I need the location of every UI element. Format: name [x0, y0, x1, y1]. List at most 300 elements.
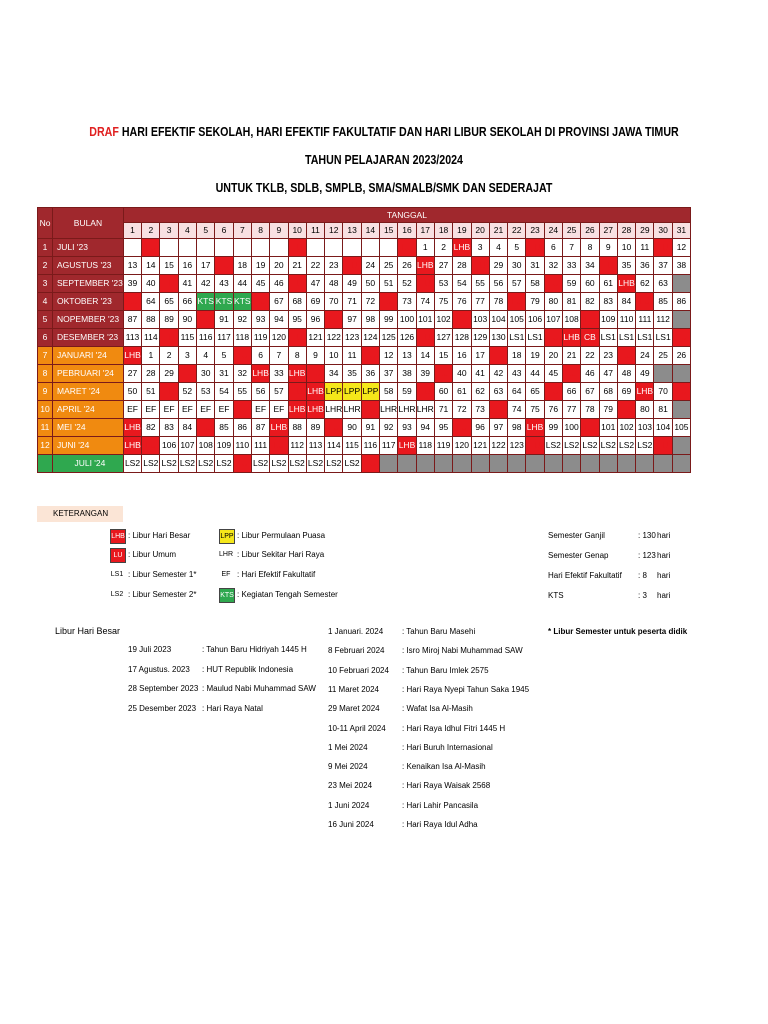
holiday-name: : Hari Buruh Internasional	[402, 742, 493, 752]
day-header: 14	[361, 223, 379, 239]
table-row	[38, 257, 691, 275]
day-header: 16	[398, 223, 416, 239]
day-cell: LHB	[123, 347, 141, 365]
day-cell	[251, 239, 269, 257]
day-cell: 87	[123, 311, 141, 329]
day-cell: EF	[178, 401, 196, 419]
day-cell: 124	[361, 329, 379, 347]
day-cell: LU	[526, 437, 544, 455]
day-cell: LU	[544, 275, 562, 293]
day-cell: 6	[544, 239, 562, 257]
day-cell: 62	[636, 275, 654, 293]
day-cell: 129	[471, 329, 489, 347]
month-cell: JULI '24	[53, 455, 124, 473]
day-cell: 27	[123, 365, 141, 383]
day-cell: LHR	[343, 401, 361, 419]
day-cell: 40	[453, 365, 471, 383]
day-header: 30	[654, 223, 672, 239]
day-header: 15	[380, 223, 398, 239]
day-cell: 16	[178, 257, 196, 275]
day-cell: 101	[599, 419, 617, 437]
day-cell: 14	[142, 257, 160, 275]
day-cell: 87	[251, 419, 269, 437]
day-cell	[306, 239, 324, 257]
holiday-name: : Kenaikan Isa Al-Masih	[402, 762, 486, 772]
day-cell: 101	[416, 311, 434, 329]
row-number: 7	[38, 347, 53, 365]
day-cell: 31	[215, 365, 233, 383]
day-cell: 107	[544, 311, 562, 329]
day-cell: 75	[526, 401, 544, 419]
summary-value: : 123	[638, 551, 656, 560]
table-row	[38, 347, 691, 365]
holiday-name: : Hari Raya Natal	[202, 703, 263, 713]
day-cell: LU	[581, 419, 599, 437]
day-cell: LU	[361, 347, 379, 365]
summary-unit: hari	[657, 571, 671, 580]
day-cell: 88	[288, 419, 306, 437]
day-header: 18	[434, 223, 452, 239]
day-cell: 79	[599, 401, 617, 419]
day-cell: LU	[581, 311, 599, 329]
legend-swatch: LHR	[219, 551, 234, 558]
day-cell: LU	[526, 239, 544, 257]
day-cell: 33	[563, 257, 581, 275]
day-cell: EF	[215, 401, 233, 419]
table-row	[38, 275, 691, 293]
day-cell: EF	[142, 401, 160, 419]
day-cell: 120	[270, 329, 288, 347]
day-cell: 111	[251, 437, 269, 455]
day-cell: LS1	[526, 329, 544, 347]
day-cell: LS2	[251, 455, 269, 473]
day-cell: 91	[361, 419, 379, 437]
table-row	[38, 419, 691, 437]
day-cell: 98	[508, 419, 526, 437]
day-header: 19	[453, 223, 471, 239]
day-cell: 83	[160, 419, 178, 437]
day-cell: LS2	[343, 455, 361, 473]
calendar-table	[37, 207, 691, 473]
summary-value: : 3	[638, 591, 647, 600]
day-cell: LS2	[636, 437, 654, 455]
day-cell	[672, 401, 690, 419]
day-cell: 48	[325, 275, 343, 293]
day-cell: 123	[343, 329, 361, 347]
month-cell: PEBRUARI '24	[53, 365, 124, 383]
day-cell: LU	[288, 383, 306, 401]
day-cell: LPP	[343, 383, 361, 401]
day-cell: 90	[343, 419, 361, 437]
day-cell: 122	[325, 329, 343, 347]
day-cell: 96	[471, 419, 489, 437]
day-cell: 72	[453, 401, 471, 419]
day-cell: LU	[197, 419, 215, 437]
day-cell: 71	[434, 401, 452, 419]
day-cell: 114	[325, 437, 343, 455]
day-cell: 16	[453, 347, 471, 365]
day-cell: 102	[434, 311, 452, 329]
day-cell: 57	[508, 275, 526, 293]
day-cell: LHB	[251, 365, 269, 383]
legend-label: : Libur Semester 1*	[128, 570, 197, 579]
legend-swatch: LU	[110, 548, 126, 563]
day-cell: CB	[581, 329, 599, 347]
month-cell: APRIL '24	[53, 401, 124, 419]
day-cell: 13	[123, 257, 141, 275]
day-cell: 95	[434, 419, 452, 437]
day-cell: 65	[160, 293, 178, 311]
day-cell: 96	[306, 311, 324, 329]
day-cell: LS2	[325, 455, 343, 473]
holiday-name: : HUT Republik Indonesia	[202, 664, 294, 674]
day-cell: 85	[654, 293, 672, 311]
summary-unit: hari	[657, 551, 671, 560]
day-cell	[599, 455, 617, 473]
day-header: 11	[306, 223, 324, 239]
day-cell: 73	[398, 293, 416, 311]
month-cell: NOPEMBER '23	[53, 311, 124, 329]
day-cell: LU	[233, 401, 251, 419]
holiday-date: 16 Juni 2024	[328, 820, 374, 829]
day-cell: LPP	[325, 383, 343, 401]
legend-swatch: KTS	[219, 588, 235, 603]
day-cell: 50	[361, 275, 379, 293]
day-cell: 29	[489, 257, 507, 275]
day-cell: 126	[398, 329, 416, 347]
day-cell: 14	[416, 347, 434, 365]
day-cell	[563, 455, 581, 473]
day-cell: 59	[398, 383, 416, 401]
day-cell: 26	[398, 257, 416, 275]
day-cell: 15	[434, 347, 452, 365]
table-row	[38, 293, 691, 311]
day-cell: 23	[599, 347, 617, 365]
day-cell	[160, 239, 178, 257]
day-cell	[508, 455, 526, 473]
day-cell: 56	[489, 275, 507, 293]
holiday-name: : Hari Raya Nyepi Tahun Saka 1945	[402, 684, 530, 694]
day-cell: 31	[526, 257, 544, 275]
summary-label: Semester Ganjil	[548, 531, 605, 540]
day-cell: 125	[380, 329, 398, 347]
day-cell: LU	[361, 401, 379, 419]
day-cell	[453, 455, 471, 473]
day-cell: 109	[599, 311, 617, 329]
day-cell: 47	[306, 275, 324, 293]
day-cell: 25	[654, 347, 672, 365]
day-cell: 24	[636, 347, 654, 365]
day-cell: LS1	[617, 329, 635, 347]
day-cell: LU	[215, 257, 233, 275]
day-cell: LHB	[453, 239, 471, 257]
day-cell: LS2	[599, 437, 617, 455]
row-number: 6	[38, 329, 53, 347]
day-cell: 61	[453, 383, 471, 401]
holiday-date: 11 Maret 2024	[328, 684, 379, 694]
day-cell: 45	[251, 275, 269, 293]
day-cell: 49	[636, 365, 654, 383]
holiday-name: : Tahun Baru Masehi	[402, 627, 476, 636]
day-cell: 58	[526, 275, 544, 293]
day-cell: 86	[672, 293, 690, 311]
holiday-name: : Tahun Baru Imlek 2575	[402, 665, 489, 675]
row-number: 10	[38, 401, 53, 419]
day-cell: LS1	[654, 329, 672, 347]
day-cell: LU	[288, 239, 306, 257]
day-cell	[380, 455, 398, 473]
day-cell: 47	[599, 365, 617, 383]
day-cell: LHB	[416, 257, 434, 275]
day-cell: 97	[343, 311, 361, 329]
day-header: 26	[581, 223, 599, 239]
legend-label: : Libur Umum	[128, 550, 177, 559]
day-cell: LU	[471, 257, 489, 275]
day-header: 17	[416, 223, 434, 239]
day-cell: 116	[361, 437, 379, 455]
row-number: 9	[38, 383, 53, 401]
day-cell: 99	[380, 311, 398, 329]
day-cell: 121	[471, 437, 489, 455]
day-cell: 114	[142, 329, 160, 347]
day-cell: LS2	[288, 455, 306, 473]
day-cell	[380, 239, 398, 257]
day-cell: 28	[142, 365, 160, 383]
day-cell: LU	[380, 293, 398, 311]
day-cell: 7	[563, 239, 581, 257]
table-row	[38, 401, 691, 419]
day-cell: LU	[654, 437, 672, 455]
day-cell	[325, 239, 343, 257]
day-header: 13	[343, 223, 361, 239]
day-cell: LS2	[581, 437, 599, 455]
row-number: 2	[38, 257, 53, 275]
day-cell: LU	[142, 437, 160, 455]
day-cell: 130	[489, 329, 507, 347]
day-cell: 45	[544, 365, 562, 383]
day-cell: 1	[416, 239, 434, 257]
table-row	[38, 365, 691, 383]
day-header: 1	[123, 223, 141, 239]
keterangan-header: KETERANGAN	[37, 506, 123, 522]
day-cell: 41	[471, 365, 489, 383]
day-cell: 118	[416, 437, 434, 455]
day-cell: KTS	[197, 293, 215, 311]
day-cell: 85	[215, 419, 233, 437]
day-cell: 24	[361, 257, 379, 275]
day-cell: LHR	[416, 401, 434, 419]
day-cell	[654, 455, 672, 473]
day-cell: LS1	[599, 329, 617, 347]
semester-note: * Libur Semester untuk peserta didik	[548, 627, 688, 636]
day-cell: LU	[197, 311, 215, 329]
day-cell: 127	[434, 329, 452, 347]
day-cell: 63	[489, 383, 507, 401]
day-cell: 37	[380, 365, 398, 383]
day-cell	[178, 239, 196, 257]
day-cell: 51	[142, 383, 160, 401]
day-cell: LU	[233, 455, 251, 473]
holiday-name: : Hari Raya Waisak 2568	[402, 781, 491, 791]
day-cell: 102	[617, 419, 635, 437]
row-number	[38, 455, 53, 473]
table-row	[38, 437, 691, 455]
day-cell: 64	[142, 293, 160, 311]
day-cell: 43	[215, 275, 233, 293]
table-row	[38, 239, 691, 257]
day-cell: 105	[672, 419, 690, 437]
day-cell: 104	[654, 419, 672, 437]
day-cell	[398, 455, 416, 473]
day-cell: 88	[142, 311, 160, 329]
day-cell: 106	[160, 437, 178, 455]
holiday-date: 29 Maret 2024	[328, 704, 380, 714]
day-cell	[544, 455, 562, 473]
day-cell: 108	[563, 311, 581, 329]
day-cell: 69	[306, 293, 324, 311]
day-cell: 42	[197, 275, 215, 293]
day-cell: 62	[471, 383, 489, 401]
day-cell: 11	[343, 347, 361, 365]
day-cell	[654, 365, 672, 383]
day-cell: 120	[453, 437, 471, 455]
day-cell: LU	[160, 329, 178, 347]
row-number: 5	[38, 311, 53, 329]
row-number: 3	[38, 275, 53, 293]
month-cell: MARET '24	[53, 383, 124, 401]
day-cell: 9	[306, 347, 324, 365]
day-cell: 15	[160, 257, 178, 275]
day-cell: LHR	[398, 401, 416, 419]
day-header: 12	[325, 223, 343, 239]
day-cell: 116	[197, 329, 215, 347]
day-cell: 74	[508, 401, 526, 419]
day-cell: 12	[672, 239, 690, 257]
day-cell: 109	[215, 437, 233, 455]
day-cell: LU	[288, 329, 306, 347]
legend-label: : Libur Permulaan Puasa	[237, 531, 326, 540]
day-cell: 44	[233, 275, 251, 293]
day-cell: LU	[398, 239, 416, 257]
day-cell: LS2	[544, 437, 562, 455]
legend-label: : Libur Hari Besar	[128, 531, 191, 540]
legend-label: : Libur Semester 2*	[128, 590, 197, 599]
day-cell: 76	[453, 293, 471, 311]
day-cell: 91	[215, 311, 233, 329]
day-cell	[361, 239, 379, 257]
day-cell: LHB	[123, 419, 141, 437]
day-cell: 44	[526, 365, 544, 383]
day-cell: LU	[617, 347, 635, 365]
holidays-title: Libur Hari Besar	[55, 626, 121, 636]
day-cell: 54	[453, 275, 471, 293]
day-cell: 63	[654, 275, 672, 293]
day-cell: LU	[489, 347, 507, 365]
day-cell: LHB	[636, 383, 654, 401]
day-cell: 66	[563, 383, 581, 401]
title-line-1: HARI EFEKTIF SEKOLAH, HARI EFEKTIF FAKULTATIF DAN HARI LIBUR SEKOLAH DI PROVINSI JAWA TIMUR	[118, 124, 679, 139]
day-cell: 82	[142, 419, 160, 437]
day-cell: 35	[343, 365, 361, 383]
day-cell: LHR	[325, 401, 343, 419]
day-cell: LU	[343, 257, 361, 275]
day-cell: 10	[617, 239, 635, 257]
month-cell: JUNI '24	[53, 437, 124, 455]
day-cell: 25	[380, 257, 398, 275]
day-cell: 13	[398, 347, 416, 365]
day-cell	[581, 455, 599, 473]
day-cell: 60	[434, 383, 452, 401]
page-title	[69, 124, 699, 139]
day-cell	[672, 437, 690, 455]
day-cell: 39	[416, 365, 434, 383]
day-cell: 106	[526, 311, 544, 329]
day-cell: LU	[416, 329, 434, 347]
day-cell: 100	[398, 311, 416, 329]
day-cell: 118	[233, 329, 251, 347]
day-cell: 97	[489, 419, 507, 437]
holiday-date: 1 Mei 2024	[328, 742, 368, 752]
day-cell: 18	[233, 257, 251, 275]
legend-swatch: LS1	[110, 571, 124, 578]
day-cell: LU	[416, 383, 434, 401]
day-cell: 41	[178, 275, 196, 293]
day-cell: 10	[325, 347, 343, 365]
day-cell: 76	[544, 401, 562, 419]
day-cell: 86	[233, 419, 251, 437]
day-cell: LS2	[123, 455, 141, 473]
day-cell: LS2	[142, 455, 160, 473]
day-cell: LU	[654, 239, 672, 257]
day-cell: 90	[178, 311, 196, 329]
day-cell: 37	[654, 257, 672, 275]
day-header: 2	[142, 223, 160, 239]
day-cell: 92	[380, 419, 398, 437]
day-cell: 53	[434, 275, 452, 293]
day-cell: 89	[160, 311, 178, 329]
day-cell: 64	[508, 383, 526, 401]
legend-swatch: LS2	[110, 591, 124, 598]
day-cell: LS1	[508, 329, 526, 347]
day-cell: LS2	[306, 455, 324, 473]
day-cell: 17	[197, 257, 215, 275]
day-cell: KTS	[233, 293, 251, 311]
holiday-name: : Maulud Nabi Muhammad SAW	[202, 684, 316, 693]
day-header: 23	[526, 223, 544, 239]
day-cell: 122	[489, 437, 507, 455]
day-cell: 1	[142, 347, 160, 365]
day-header: 10	[288, 223, 306, 239]
day-header: 27	[599, 223, 617, 239]
day-cell: 21	[563, 347, 581, 365]
day-cell: 20	[270, 257, 288, 275]
day-cell: 11	[636, 239, 654, 257]
legend-swatch: LHB	[110, 529, 126, 544]
day-cell: 18	[508, 347, 526, 365]
day-cell: 32	[233, 365, 251, 383]
table-row	[38, 383, 691, 401]
day-cell: 89	[306, 419, 324, 437]
day-cell: 113	[123, 329, 141, 347]
summary-value: : 130	[638, 531, 656, 540]
day-cell: 78	[489, 293, 507, 311]
day-cell: 27	[434, 257, 452, 275]
day-cell: 12	[380, 347, 398, 365]
holiday-name: : Hari Lahir Pancasila	[402, 800, 479, 810]
day-cell: 46	[270, 275, 288, 293]
day-cell: 28	[453, 257, 471, 275]
day-cell: 57	[270, 383, 288, 401]
